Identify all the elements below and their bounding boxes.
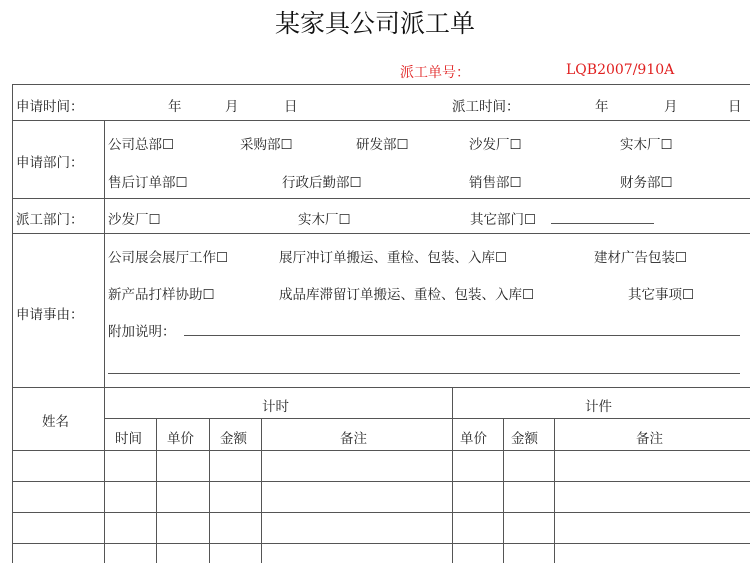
matter-option-prototype[interactable]: 新产品打样协助☐ bbox=[108, 287, 215, 303]
rule-dispatch-bottom bbox=[12, 233, 750, 234]
rule-time-bottom bbox=[12, 120, 750, 121]
matter-option-exhibition[interactable]: 公司展会展厅工作☐ bbox=[108, 250, 229, 266]
rule-col-amount bbox=[261, 418, 262, 563]
dept-option-finance[interactable]: 财务部☐ bbox=[620, 175, 673, 191]
matter-option-showroom[interactable]: 展厅冲订单搬运、重检、包装、入库☐ bbox=[279, 250, 508, 266]
order-number-label: 派工单号： bbox=[400, 65, 470, 81]
rule-col-time bbox=[156, 418, 157, 563]
rule-row-2 bbox=[12, 481, 750, 482]
col-piece-amount: 金额 bbox=[511, 431, 538, 447]
dept-option-sofa[interactable]: 沙发厂☐ bbox=[469, 137, 522, 153]
dept-option-rnd[interactable]: 研发部☐ bbox=[356, 137, 409, 153]
dept-option-purchasing[interactable]: 采购部☐ bbox=[240, 137, 293, 153]
matter-option-warehouse[interactable]: 成品库滞留订单搬运、重检、包装、入库☐ bbox=[279, 287, 535, 303]
dept-option-admin[interactable]: 行政后勤部☐ bbox=[282, 175, 362, 191]
apply-day: 日 bbox=[284, 99, 298, 115]
order-number: LQB2007/910A bbox=[566, 62, 675, 78]
dept-option-sales[interactable]: 销售部☐ bbox=[469, 175, 522, 191]
col-time: 时间 bbox=[115, 431, 142, 447]
rule-top bbox=[12, 84, 750, 85]
rule-col-price bbox=[209, 418, 210, 563]
apply-dept-label: 申请部门： bbox=[16, 155, 84, 171]
dispatch-option-solidwood[interactable]: 实木厂☐ bbox=[298, 212, 351, 228]
rule-row-3 bbox=[12, 512, 750, 513]
apply-month: 月 bbox=[225, 99, 239, 115]
note-line-1[interactable] bbox=[184, 335, 740, 336]
name-header: 姓名 bbox=[42, 414, 69, 430]
timed-header: 计时 bbox=[262, 399, 289, 415]
rule-group-split bbox=[452, 387, 453, 563]
apply-year: 年 bbox=[168, 99, 182, 115]
dispatch-day: 日 bbox=[728, 99, 742, 115]
rule-row-1 bbox=[12, 450, 750, 451]
rule-col-piece-price bbox=[503, 418, 504, 563]
note-line-2[interactable] bbox=[108, 373, 740, 374]
dept-option-solidwood[interactable]: 实木厂☐ bbox=[620, 137, 673, 153]
col-piece-unit-price: 单价 bbox=[460, 431, 487, 447]
dispatch-year: 年 bbox=[595, 99, 609, 115]
dept-option-hq[interactable]: 公司总部☐ bbox=[108, 137, 175, 153]
piece-header: 计件 bbox=[585, 399, 612, 415]
col-piece-remark: 备注 bbox=[636, 431, 663, 447]
dispatch-month: 月 bbox=[664, 99, 678, 115]
dispatch-time-label: 派工时间： bbox=[452, 99, 520, 115]
dispatch-option-other[interactable]: 其它部门☐ bbox=[470, 212, 537, 228]
matter-option-other[interactable]: 其它事项☐ bbox=[628, 287, 695, 303]
rule-dept-bottom bbox=[12, 198, 750, 199]
matter-label: 申请事由： bbox=[16, 307, 84, 323]
other-dept-blank[interactable] bbox=[551, 223, 654, 224]
rule-left bbox=[12, 84, 13, 563]
dept-option-aftersales[interactable]: 售后订单部☐ bbox=[108, 175, 188, 191]
rule-col-piece-amount bbox=[554, 418, 555, 563]
matter-option-ad-packing[interactable]: 建材广告包装☐ bbox=[594, 250, 688, 266]
note-label: 附加说明： bbox=[108, 324, 176, 340]
apply-time-label: 申请时间： bbox=[16, 99, 84, 115]
col-remark: 备注 bbox=[340, 431, 367, 447]
rule-matter-bottom bbox=[12, 387, 750, 388]
col-amount: 金额 bbox=[220, 431, 247, 447]
dispatch-dept-label: 派工部门： bbox=[16, 212, 84, 228]
col-unit-price: 单价 bbox=[167, 431, 194, 447]
rule-group-header bbox=[104, 418, 750, 419]
rule-row-4 bbox=[12, 543, 750, 544]
dispatch-option-sofa[interactable]: 沙发厂☐ bbox=[108, 212, 161, 228]
rule-label-col bbox=[104, 120, 105, 563]
form-title: 某家具公司派工单 bbox=[274, 9, 475, 38]
